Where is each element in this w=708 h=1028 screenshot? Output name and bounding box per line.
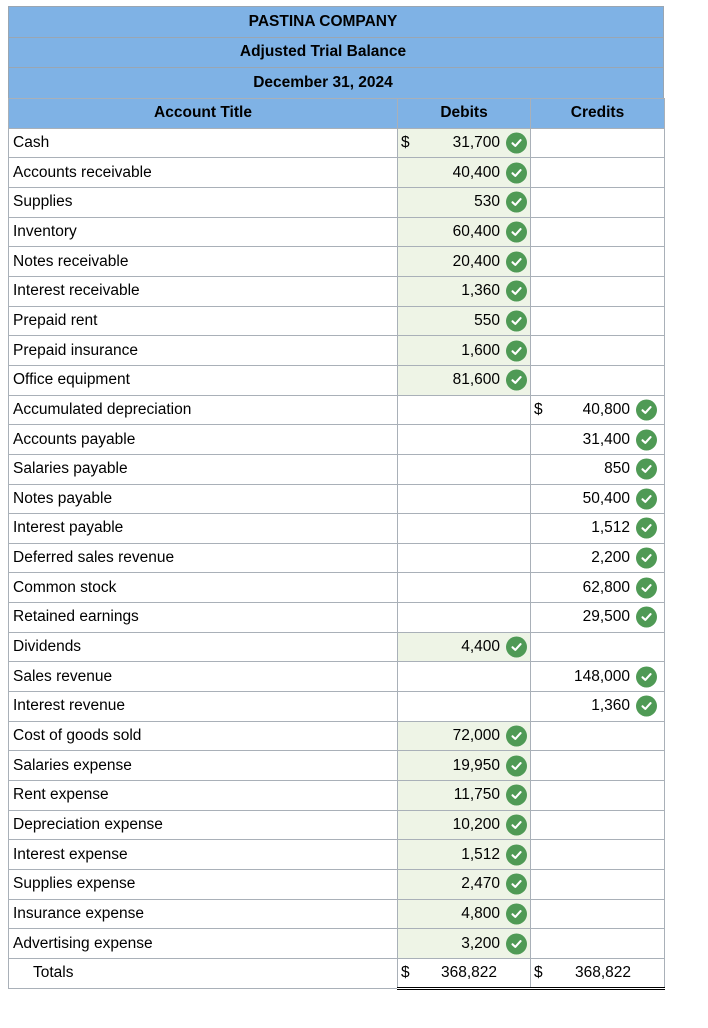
check-icon — [636, 518, 657, 539]
check-icon — [506, 162, 527, 183]
table-row — [9, 365, 665, 395]
column-header-account: Account Title — [9, 98, 398, 128]
debit-cell[interactable] — [398, 306, 531, 336]
debit-cell[interactable] — [398, 573, 531, 603]
credit-amount: 850 — [604, 460, 630, 478]
debit-cell[interactable] — [398, 365, 531, 395]
table-row — [9, 158, 665, 188]
account-title-cell: Inventory — [9, 217, 398, 247]
credit-cell[interactable] — [531, 187, 665, 217]
check-icon — [636, 429, 657, 450]
debit-cell[interactable] — [398, 870, 531, 900]
debit-amount: 1,512 — [461, 845, 500, 863]
debit-amount: 11,750 — [453, 786, 500, 804]
account-title-cell: Supplies expense — [9, 870, 398, 900]
debit-cell[interactable] — [398, 187, 531, 217]
table-row — [9, 454, 665, 484]
trial-balance-container — [8, 6, 664, 990]
debit-amount: 40,400 — [452, 163, 500, 181]
account-title-cell: Depreciation expense — [9, 810, 398, 840]
credit-amount: 62,800 — [582, 578, 630, 596]
debit-amount: 20,400 — [452, 252, 500, 270]
company-name: PASTINA COMPANY — [248, 12, 398, 30]
check-icon — [506, 221, 527, 242]
check-icon — [636, 607, 657, 628]
credit-cell[interactable] — [531, 425, 665, 455]
account-title-cell: Supplies — [9, 187, 398, 217]
table-row — [9, 573, 665, 603]
table-row — [9, 899, 665, 929]
credit-amount: 1,360 — [591, 697, 630, 715]
credit-cell[interactable] — [531, 543, 665, 573]
debit-cell[interactable] — [398, 810, 531, 840]
column-header-row — [9, 98, 665, 128]
debit-cell[interactable] — [398, 336, 531, 366]
account-title-cell: Interest revenue — [9, 692, 398, 722]
debit-amount: 550 — [474, 311, 500, 329]
check-icon — [506, 933, 527, 954]
company-name-header — [8, 6, 664, 37]
table-row — [9, 632, 665, 662]
credit-cell[interactable] — [531, 870, 665, 900]
credit-amount: 40,800 — [582, 400, 630, 418]
total-credits: 368,822 — [574, 963, 631, 981]
check-icon — [506, 785, 527, 806]
debit-cell[interactable] — [398, 425, 531, 455]
check-icon — [506, 637, 527, 658]
check-icon — [506, 340, 527, 361]
credit-cell[interactable] — [531, 573, 665, 603]
account-title-cell: Salaries payable — [9, 454, 398, 484]
credit-cell[interactable] — [531, 514, 665, 544]
credit-amount: 31,400 — [582, 430, 630, 448]
credit-amount: 50,400 — [582, 489, 630, 507]
table-row — [9, 336, 665, 366]
table-row — [9, 306, 665, 336]
table-row — [9, 751, 665, 781]
check-icon — [506, 874, 527, 895]
check-icon — [636, 577, 657, 598]
table-row — [9, 425, 665, 455]
debit-cell[interactable] — [398, 721, 531, 751]
debit-amount: 4,800 — [461, 905, 500, 923]
account-title-cell: Salaries expense — [9, 751, 398, 781]
table-row — [9, 810, 665, 840]
check-icon — [636, 399, 657, 420]
debit-cell[interactable] — [398, 751, 531, 781]
credit-cell[interactable] — [531, 336, 665, 366]
total-debits: 368,822 — [440, 963, 497, 981]
credit-cell[interactable] — [531, 217, 665, 247]
table-row — [9, 217, 665, 247]
account-title-cell: Accounts receivable — [9, 158, 398, 188]
table-row — [9, 514, 665, 544]
credit-cell[interactable] — [531, 454, 665, 484]
table-row — [9, 929, 665, 959]
statement-title: Adjusted Trial Balance — [239, 43, 407, 61]
table-row — [9, 247, 665, 277]
table-row — [9, 276, 665, 306]
table-row — [9, 395, 665, 425]
account-title-cell: Accumulated depreciation — [9, 395, 398, 425]
table-row — [9, 840, 665, 870]
credit-cell[interactable] — [531, 365, 665, 395]
table-row — [9, 543, 665, 573]
credit-cell[interactable] — [531, 603, 665, 633]
dollar-sign: $ — [534, 400, 543, 418]
credit-cell[interactable] — [531, 632, 665, 662]
debit-cell[interactable] — [398, 484, 531, 514]
debit-cell[interactable] — [398, 158, 531, 188]
debit-amount: 1,600 — [461, 341, 500, 359]
check-icon — [506, 281, 527, 302]
account-title-cell: Office equipment — [9, 365, 398, 395]
check-icon — [506, 132, 527, 153]
check-icon — [506, 844, 527, 865]
debit-cell[interactable] — [398, 128, 531, 158]
account-title-cell: Notes receivable — [9, 247, 398, 277]
check-icon — [506, 755, 527, 776]
check-icon — [506, 904, 527, 925]
debit-amount: 31,700 — [452, 133, 500, 151]
table-row — [9, 870, 665, 900]
debit-cell[interactable] — [398, 276, 531, 306]
account-title-cell: Interest expense — [9, 840, 398, 870]
table-row — [9, 781, 665, 811]
check-icon — [506, 251, 527, 272]
account-title-cell: Dividends — [9, 632, 398, 662]
statement-date: December 31, 2024 — [253, 74, 393, 92]
statement-title-header — [8, 37, 664, 68]
check-icon — [506, 310, 527, 331]
credit-cell[interactable] — [531, 247, 665, 277]
account-title-cell: Prepaid insurance — [9, 336, 398, 366]
table-row — [9, 484, 665, 514]
credit-cell[interactable] — [531, 929, 665, 959]
check-icon — [506, 192, 527, 213]
debit-amount: 2,470 — [461, 875, 500, 893]
credit-cell[interactable] — [531, 276, 665, 306]
account-title-cell: Accounts payable — [9, 425, 398, 455]
debit-amount: 4,400 — [461, 638, 500, 656]
debit-cell[interactable] — [398, 454, 531, 484]
credit-cell[interactable] — [531, 899, 665, 929]
credit-cell[interactable] — [531, 840, 665, 870]
account-title-cell: Common stock — [9, 573, 398, 603]
debit-cell[interactable] — [398, 781, 531, 811]
credit-cell[interactable] — [531, 781, 665, 811]
column-header-debits: Debits — [398, 98, 531, 128]
credit-cell[interactable] — [531, 306, 665, 336]
debit-amount: 60,400 — [452, 222, 500, 240]
credit-cell[interactable] — [531, 692, 665, 722]
debit-amount: 19,950 — [452, 756, 500, 774]
dollar-sign: $ — [401, 133, 410, 151]
debit-amount: 530 — [474, 193, 500, 211]
account-title-cell: Insurance expense — [9, 899, 398, 929]
table-row — [9, 692, 665, 722]
table-row — [9, 187, 665, 217]
debit-amount: 3,200 — [461, 934, 500, 952]
debit-cell[interactable] — [398, 543, 531, 573]
table-row — [9, 603, 665, 633]
credit-amount: 2,200 — [591, 549, 630, 567]
debit-cell[interactable] — [398, 662, 531, 692]
check-icon — [636, 488, 657, 509]
credit-cell[interactable] — [531, 751, 665, 781]
credit-cell[interactable] — [531, 158, 665, 188]
credit-amount: 148,000 — [573, 667, 630, 685]
debit-amount: 1,360 — [461, 282, 500, 300]
check-icon — [636, 548, 657, 569]
debit-cell[interactable] — [398, 603, 531, 633]
account-title-cell: Cash — [9, 128, 398, 158]
debit-amount: 81,600 — [452, 371, 500, 389]
account-title-cell: Interest receivable — [9, 276, 398, 306]
debit-cell[interactable] — [398, 247, 531, 277]
account-title-cell: Interest payable — [9, 514, 398, 544]
credit-amount: 29,500 — [582, 608, 630, 626]
credit-cell[interactable] — [531, 395, 665, 425]
table-row — [9, 721, 665, 751]
check-icon — [636, 696, 657, 717]
debit-cell[interactable] — [398, 217, 531, 247]
credit-cell[interactable] — [531, 721, 665, 751]
credit-cell[interactable] — [531, 484, 665, 514]
totals-row — [9, 959, 665, 989]
column-header-credits: Credits — [531, 98, 665, 128]
account-title-cell: Retained earnings — [9, 603, 398, 633]
debit-cell[interactable] — [398, 514, 531, 544]
check-icon — [506, 815, 527, 836]
debit-amount: 10,200 — [452, 816, 500, 834]
check-icon — [506, 370, 527, 391]
check-icon — [636, 666, 657, 687]
check-icon — [636, 459, 657, 480]
credit-cell[interactable] — [531, 810, 665, 840]
table-row — [9, 128, 665, 158]
totals-label: Totals — [9, 959, 398, 989]
dollar-sign: $ — [534, 963, 543, 981]
debit-cell[interactable] — [398, 840, 531, 870]
account-title-cell: Rent expense — [9, 781, 398, 811]
debit-cell[interactable] — [398, 899, 531, 929]
statement-date-header — [8, 67, 664, 98]
credit-cell[interactable] — [531, 662, 665, 692]
account-title-cell: Cost of goods sold — [9, 721, 398, 751]
credit-cell[interactable] — [531, 128, 665, 158]
credit-amount: 1,512 — [591, 519, 630, 537]
account-title-cell: Deferred sales revenue — [9, 543, 398, 573]
trial-balance-table — [8, 98, 665, 990]
total-credits-cell — [531, 959, 665, 989]
debit-cell[interactable] — [398, 395, 531, 425]
account-title-cell: Prepaid rent — [9, 306, 398, 336]
table-row — [9, 662, 665, 692]
account-title-cell: Advertising expense — [9, 929, 398, 959]
debit-cell[interactable] — [398, 929, 531, 959]
debit-amount: 72,000 — [452, 727, 500, 745]
account-title-cell: Sales revenue — [9, 662, 398, 692]
debit-cell[interactable] — [398, 632, 531, 662]
account-title-cell: Notes payable — [9, 484, 398, 514]
debit-cell[interactable] — [398, 692, 531, 722]
dollar-sign: $ — [401, 963, 410, 981]
total-debits-cell — [398, 959, 531, 989]
check-icon — [506, 726, 527, 747]
